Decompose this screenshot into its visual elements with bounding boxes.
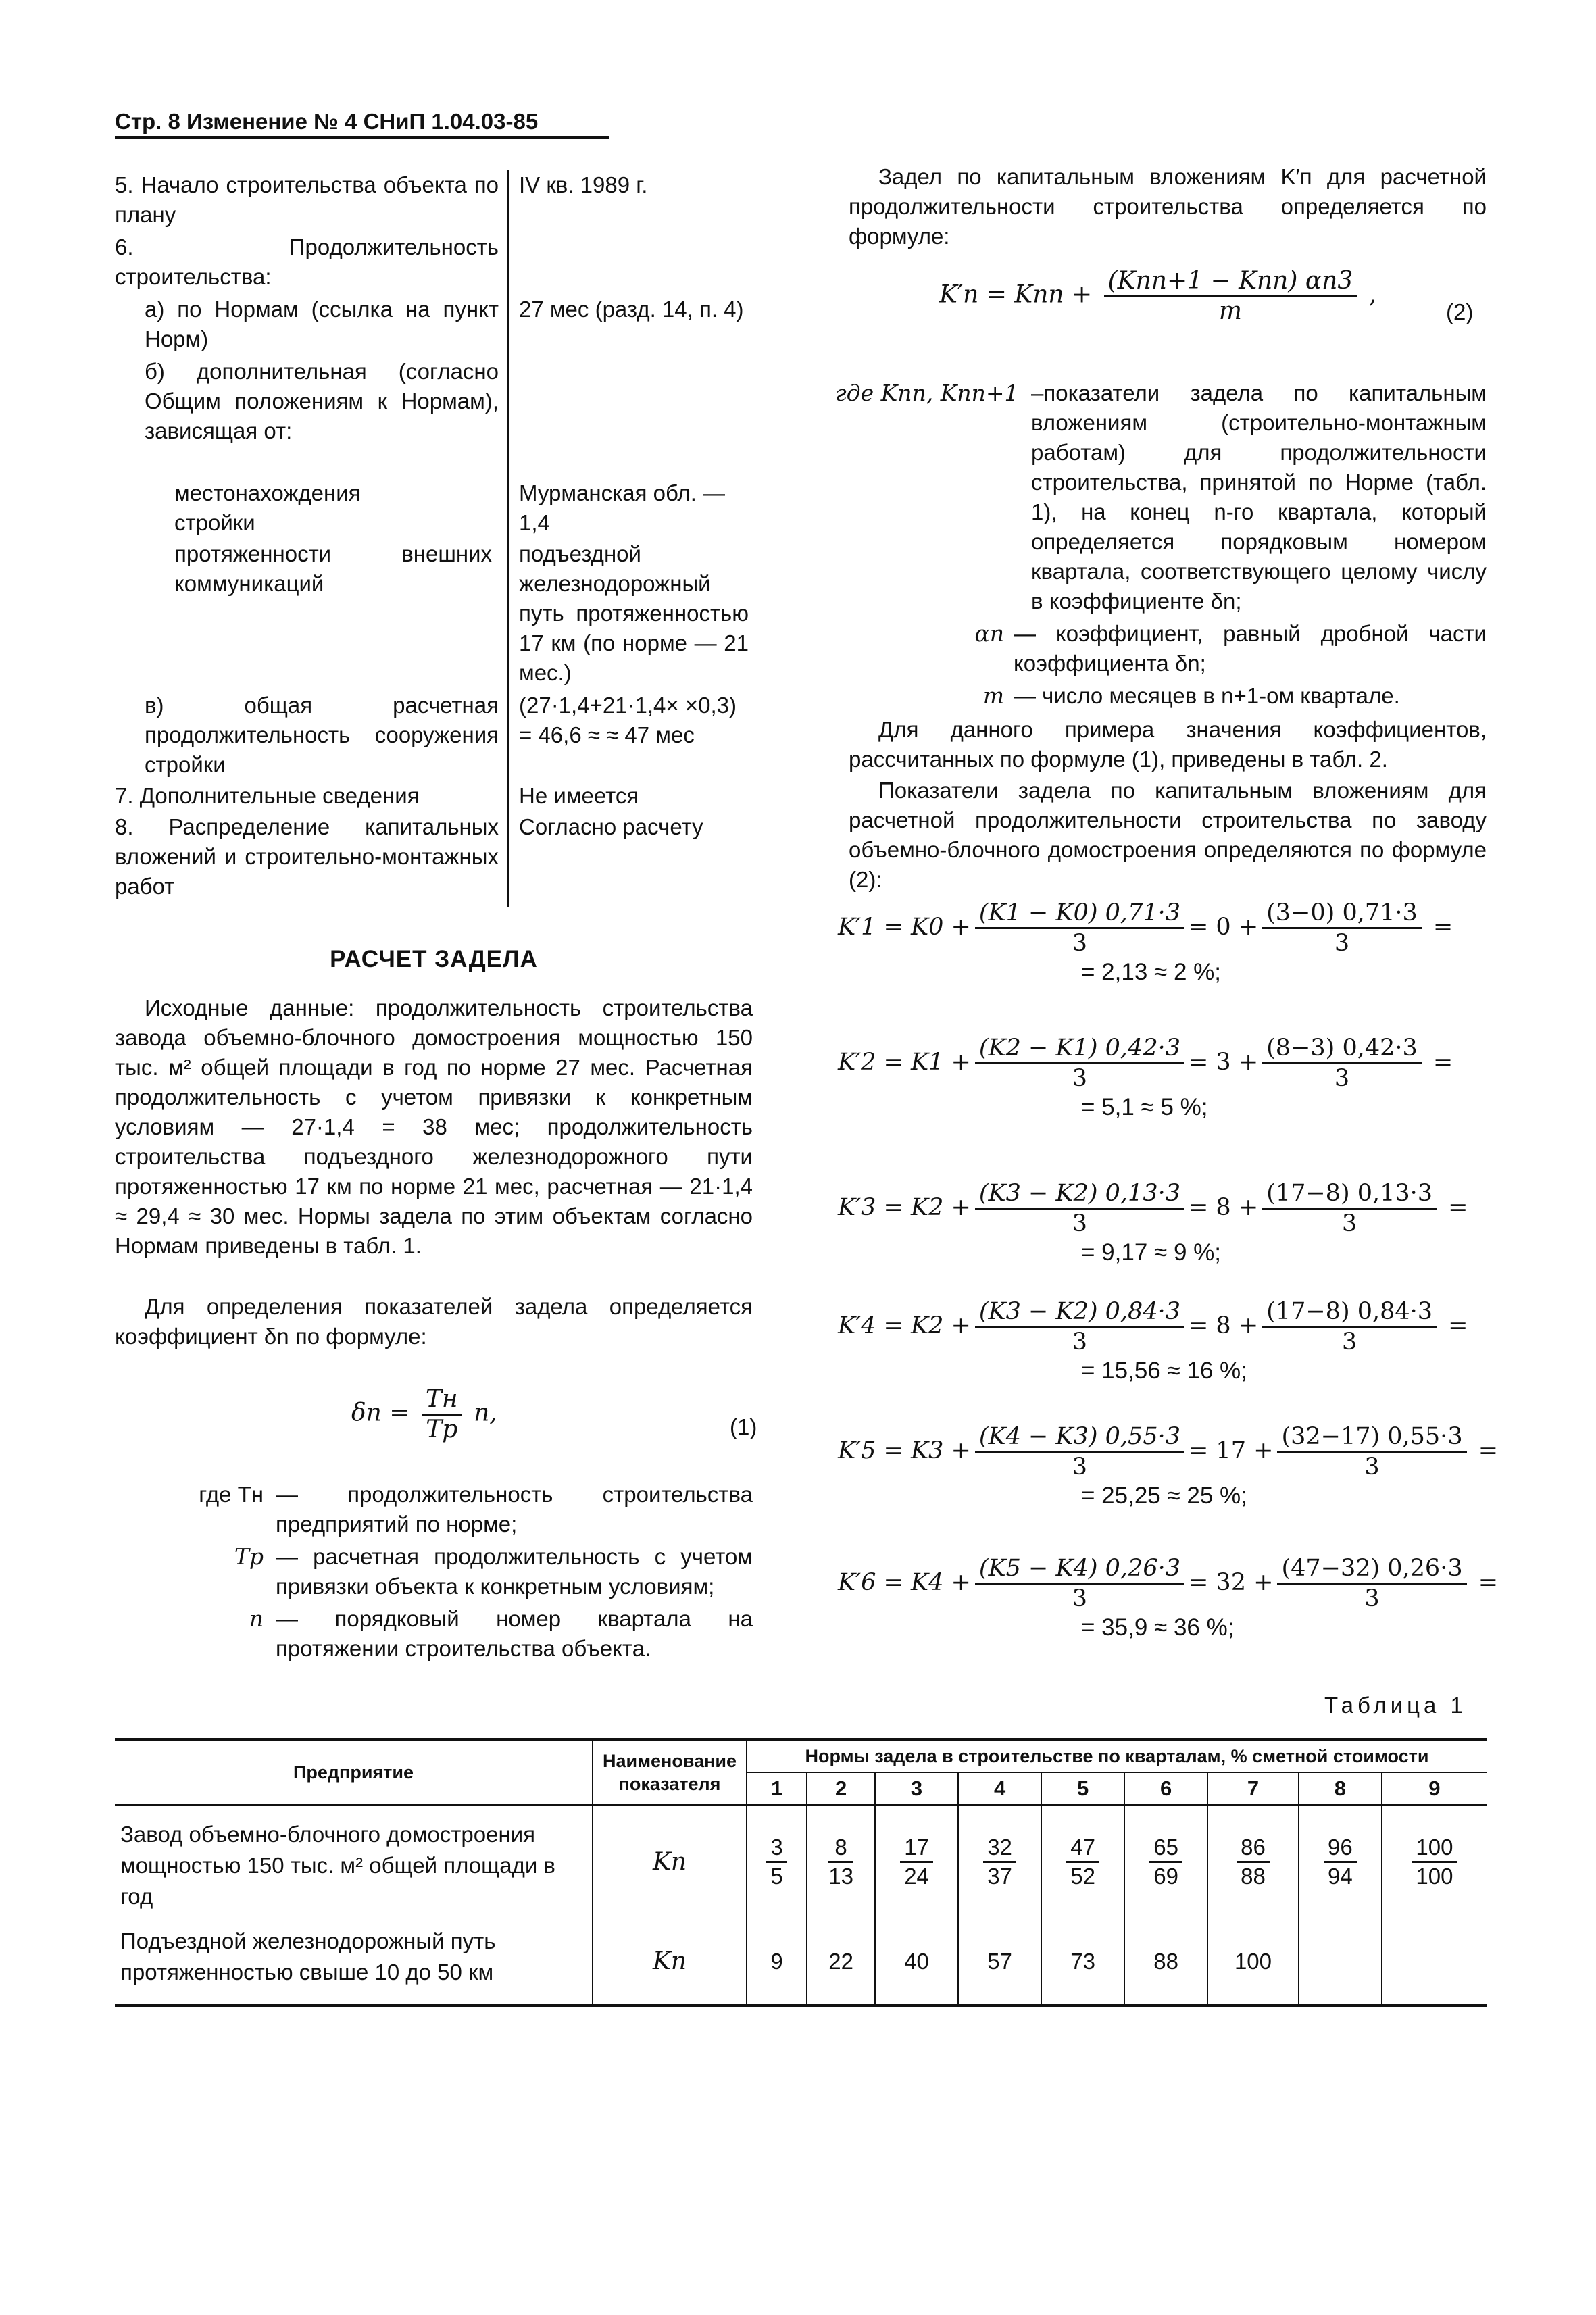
fraction-denominator: 3 bbox=[1364, 1453, 1380, 1480]
column-divider bbox=[507, 170, 509, 907]
info-label: протяженности внешних коммуникаций bbox=[174, 541, 492, 596]
initial-data-paragraph: Исходные данные: продолжительность строительства завода объемно-блочного домостроения мощностью 150 тыс. м² общей площади в год по норме 27 мес. Расчетная продолжительность с учетом привязки к конкретным условиям — 27·1,4 = 38 мес; продолжительность строительства подъездного железнодорожного пути протяженностью 17 км по норме 21 мес, расчетная — 21·1,4 ≈ 29,4 ≈ 30 мес. Нормы задела по этим объектам согласно Нормам приведены в табл. 1. bbox=[115, 995, 753, 1258]
info-label: 6. Продолжительность строительства: bbox=[115, 234, 499, 289]
equation-line bbox=[838, 899, 1487, 957]
calculation-intro-paragraph: Показатели задела по капитальным вложениям для расчетной продолжительности строительства по заводу объемно-блочного домостроения определяются по формуле (2): bbox=[849, 778, 1487, 892]
legend-symbol: где Kпn, Kпn+1 bbox=[835, 380, 1019, 406]
legend-item bbox=[115, 1604, 753, 1664]
quarter-header: 8 bbox=[1299, 1772, 1382, 1805]
legend-symbol: где Tн bbox=[199, 1482, 264, 1507]
norm-numerator: 8 bbox=[828, 1834, 853, 1863]
formula-1-legend bbox=[115, 1480, 753, 1666]
equation-result: = 35,9 ≈ 36 %; bbox=[1081, 1614, 1235, 1641]
info-label: б) дополнительная (согласно Общим положениям к Нормам), зависящая от: bbox=[145, 359, 499, 443]
page-header: Стр. 8 Изменение № 4 СНиП 1.04.03-85 bbox=[115, 109, 539, 134]
equation-result: = 5,1 ≈ 5 %; bbox=[1081, 1094, 1208, 1120]
quarter-header: 7 bbox=[1207, 1772, 1299, 1805]
fraction-numerator: (32−17) 0,55·3 bbox=[1277, 1422, 1466, 1453]
norm-denominator: 52 bbox=[1070, 1863, 1095, 1889]
fraction bbox=[1277, 1554, 1466, 1613]
norm-cell bbox=[875, 1805, 958, 1919]
fraction-numerator: (K3 − K2) 0,84·3 bbox=[975, 1297, 1184, 1328]
norm-fraction bbox=[766, 1834, 787, 1890]
norm-cell bbox=[1041, 1805, 1124, 1919]
norm-fraction bbox=[1412, 1834, 1457, 1890]
table-row bbox=[115, 1805, 1487, 1919]
table-label: Таблица 1 bbox=[1324, 1693, 1467, 1718]
fraction-numerator: (17−8) 0,84·3 bbox=[1262, 1297, 1437, 1328]
equation-k5 bbox=[838, 1422, 1499, 1511]
norm-fraction bbox=[1149, 1834, 1182, 1890]
equals-sign: = bbox=[1441, 1312, 1468, 1339]
info-value: Согласно расчету bbox=[519, 814, 703, 839]
fraction-denominator: 3 bbox=[1072, 1065, 1088, 1092]
info-label: 5. Начало строительства объекта по плану bbox=[115, 172, 499, 227]
equation-line bbox=[838, 1034, 1487, 1093]
norm-denominator: 94 bbox=[1327, 1863, 1353, 1889]
norm-numerator: 96 bbox=[1324, 1834, 1357, 1863]
equals-sign: = bbox=[1425, 1049, 1453, 1076]
norm-cell: 40 bbox=[875, 1919, 958, 2006]
info-label: местонахождения стройки bbox=[174, 480, 361, 535]
quarter-header: 2 bbox=[807, 1772, 875, 1805]
fraction-numerator: (K1 − K0) 0,71·3 bbox=[975, 899, 1184, 929]
norm-denominator: 69 bbox=[1153, 1863, 1178, 1889]
fraction bbox=[422, 1385, 462, 1444]
fraction-numerator: (3−0) 0,71·3 bbox=[1262, 899, 1422, 929]
equation-line bbox=[838, 1297, 1487, 1356]
equation-middle: = 3 + bbox=[1188, 1049, 1259, 1076]
quarter-header: 4 bbox=[958, 1772, 1041, 1805]
formula-2-number: (2) bbox=[1446, 299, 1474, 324]
fraction-numerator: (47−32) 0,26·3 bbox=[1277, 1554, 1466, 1585]
fraction-denominator: 3 bbox=[1072, 1328, 1088, 1355]
norm-cell bbox=[1299, 1805, 1382, 1919]
fraction-denominator: 3 bbox=[1072, 1453, 1088, 1480]
fraction-numerator: (K2 − K1) 0,42·3 bbox=[975, 1034, 1184, 1064]
norm-cell: 88 bbox=[1124, 1919, 1207, 2006]
right-intro-paragraph: Задел по капитальным вложениям K′п для расчетной продолжительности строительства определяется по формуле: bbox=[849, 164, 1487, 249]
norms-table bbox=[115, 1738, 1487, 2007]
quarter-header: 5 bbox=[1041, 1772, 1124, 1805]
header-indicator: Наименование показателя bbox=[593, 1739, 747, 1805]
norm-numerator: 100 bbox=[1412, 1834, 1457, 1863]
norm-cell bbox=[958, 1805, 1041, 1919]
fraction-denominator: 3 bbox=[1364, 1585, 1380, 1612]
norm-fraction bbox=[983, 1834, 1016, 1890]
equation-middle: = 32 + bbox=[1188, 1569, 1274, 1596]
equation-line bbox=[838, 1179, 1487, 1238]
legend-text: –показатели задела по капитальным вложениям (строительно-монтажным работам) для продолжительности строительства, принятой по Норме (табл. 1), на конец n-го квартала, который определяется порядковым номером квартала, соответствующего целому числу в коэффициенте δn; bbox=[1031, 380, 1487, 614]
fraction-denominator: m bbox=[1218, 297, 1242, 325]
fraction bbox=[975, 1034, 1184, 1093]
norm-cell bbox=[1382, 1805, 1487, 1919]
equation-lhs: K′4 = K2 + bbox=[838, 1312, 971, 1339]
fraction bbox=[1262, 899, 1422, 957]
info-value: IV кв. 1989 г. bbox=[519, 172, 648, 197]
norm-denominator: 88 bbox=[1241, 1863, 1266, 1889]
equation-middle: = 8 + bbox=[1188, 1194, 1259, 1221]
fraction-denominator: 3 bbox=[1072, 930, 1088, 957]
fraction bbox=[975, 1297, 1184, 1356]
equation-middle: = 0 + bbox=[1188, 914, 1259, 941]
info-value: Мурманская обл. — 1,4 bbox=[519, 480, 726, 535]
norm-fraction bbox=[1066, 1834, 1099, 1890]
fraction bbox=[975, 1179, 1184, 1238]
norm-fraction bbox=[900, 1834, 933, 1890]
equals-sign: = bbox=[1441, 1194, 1468, 1221]
table2-reference-paragraph: Для данного примера значения коэффициентов, рассчитанных по формуле (1), приведены в табл. 2. bbox=[849, 717, 1487, 772]
table-row bbox=[115, 1919, 1487, 2006]
legend-text: — расчетная продолжительность с учетом привязки объекта к конкретным условиям; bbox=[276, 1544, 753, 1599]
legend-text: — коэффициент, равный дробной части коэффициента δn; bbox=[1014, 621, 1487, 676]
norm-cell bbox=[1124, 1805, 1207, 1919]
header-enterprise: Предприятие bbox=[115, 1739, 593, 1805]
norm-denominator: 13 bbox=[828, 1863, 853, 1889]
info-label: а) по Нормам (ссылка на пункт Норм) bbox=[145, 297, 499, 351]
norm-cell bbox=[1299, 1919, 1382, 2006]
formula-tail: , bbox=[1368, 280, 1377, 309]
fraction bbox=[975, 899, 1184, 957]
norm-numerator: 47 bbox=[1066, 1834, 1099, 1863]
fraction-numerator: (K4 − K3) 0,55·3 bbox=[975, 1422, 1184, 1453]
norm-cell bbox=[807, 1805, 875, 1919]
fraction-denominator: Tр bbox=[426, 1416, 458, 1443]
formula-lhs: δn = bbox=[351, 1399, 410, 1427]
quarter-header: 3 bbox=[875, 1772, 958, 1805]
project-info-list bbox=[115, 170, 753, 907]
norm-denominator: 37 bbox=[987, 1863, 1012, 1889]
equation-lhs: K′5 = K3 + bbox=[838, 1437, 971, 1464]
legend-symbol: m bbox=[982, 682, 1004, 709]
norm-numerator: 65 bbox=[1149, 1834, 1182, 1863]
fraction bbox=[1262, 1297, 1437, 1356]
equation-line bbox=[838, 1422, 1499, 1481]
info-label: 8. Распределение капитальных вложений и строительно-монтажных работ bbox=[115, 814, 499, 899]
fraction-numerator: Tн bbox=[422, 1385, 462, 1416]
formula-lhs: K′п = Kпn + bbox=[939, 280, 1093, 309]
norm-numerator: 17 bbox=[900, 1834, 933, 1863]
norm-numerator: 3 bbox=[766, 1834, 787, 1863]
info-label: в) общая расчетная продолжительность сооружения стройки bbox=[145, 693, 499, 777]
header-rule bbox=[115, 136, 609, 139]
info-value: 27 мес (разд. 14, п. 4) bbox=[519, 297, 744, 322]
formula-1 bbox=[351, 1385, 497, 1444]
norm-fraction bbox=[1237, 1834, 1270, 1890]
legend-text: — порядковый номер квартала на протяжении строительства объекта. bbox=[276, 1606, 753, 1661]
fraction-denominator: 3 bbox=[1341, 1328, 1357, 1355]
equation-k3 bbox=[838, 1179, 1487, 1268]
table-header-row bbox=[115, 1739, 1487, 1772]
norm-denominator: 24 bbox=[904, 1863, 929, 1889]
legend-text: — продолжительность строительства предприятий по норме; bbox=[276, 1482, 753, 1537]
equation-lhs: K′6 = K4 + bbox=[838, 1569, 971, 1596]
coefficient-paragraph: Для определения показателей задела определяется коэффициент δn по формуле: bbox=[115, 1294, 753, 1349]
equation-k6 bbox=[838, 1554, 1499, 1643]
legend-item bbox=[835, 681, 1487, 711]
header-norms: Нормы задела в строительстве по кварталам, % сметной стоимости bbox=[747, 1739, 1487, 1772]
equation-k1 bbox=[838, 899, 1487, 987]
equation-lhs: K′2 = K1 + bbox=[838, 1049, 971, 1076]
info-value: (27·1,4+21·1,4× ×0,3) = 46,6 ≈ ≈ 47 мес bbox=[519, 693, 737, 747]
equation-lhs: K′1 = K0 + bbox=[838, 914, 971, 941]
formula-2-legend bbox=[835, 378, 1487, 714]
norm-numerator: 86 bbox=[1237, 1834, 1270, 1863]
legend-symbol: Tр bbox=[234, 1543, 264, 1570]
equals-sign: = bbox=[1470, 1569, 1499, 1596]
equals-sign: = bbox=[1425, 914, 1453, 941]
norm-denominator: 5 bbox=[770, 1863, 783, 1889]
quarter-header: 9 bbox=[1382, 1772, 1487, 1805]
fraction bbox=[1277, 1422, 1466, 1481]
equation-result: = 25,25 ≈ 25 %; bbox=[1081, 1483, 1247, 1509]
fraction-denominator: 3 bbox=[1072, 1585, 1088, 1612]
fraction-numerator: (Kпn+1 − Kпn) αn3 bbox=[1104, 267, 1357, 297]
fraction-numerator: (K3 − K2) 0,13·3 bbox=[975, 1179, 1184, 1210]
indicator-symbol: Kп bbox=[593, 1805, 747, 1919]
norm-cell bbox=[747, 1805, 807, 1919]
info-value: подъездной железнодорожный путь протяженностью 17 км (по норме — 21 мес.) bbox=[519, 541, 749, 685]
fraction bbox=[1262, 1034, 1422, 1093]
fraction-numerator: (17−8) 0,13·3 bbox=[1262, 1179, 1437, 1210]
norm-cell: 22 bbox=[807, 1919, 875, 2006]
equation-k4 bbox=[838, 1297, 1487, 1386]
formula-1-number: (1) bbox=[730, 1414, 757, 1439]
fraction-denominator: 3 bbox=[1334, 1065, 1350, 1092]
norm-cell: 100 bbox=[1207, 1919, 1299, 2006]
equation-result: = 15,56 ≈ 16 %; bbox=[1081, 1358, 1247, 1384]
fraction bbox=[975, 1554, 1184, 1613]
fraction-numerator: (8−3) 0,42·3 bbox=[1262, 1034, 1422, 1064]
norm-cell bbox=[1207, 1805, 1299, 1919]
legend-symbol: αn bbox=[974, 620, 1004, 647]
norm-cell: 73 bbox=[1041, 1919, 1124, 2006]
norm-cell: 57 bbox=[958, 1919, 1041, 2006]
enterprise-name: Подъездной железнодорожный путь протяженностью свыше 10 до 50 км bbox=[115, 1919, 593, 2006]
fraction-numerator: (K5 − K4) 0,26·3 bbox=[975, 1554, 1184, 1585]
enterprise-name: Завод объемно-блочного домостроения мощностью 150 тыс. м² общей площади в год bbox=[115, 1805, 593, 1919]
equation-line bbox=[838, 1554, 1499, 1613]
norm-numerator: 32 bbox=[983, 1834, 1016, 1863]
equation-result: = 9,17 ≈ 9 %; bbox=[1081, 1239, 1221, 1266]
norm-denominator: 100 bbox=[1416, 1863, 1453, 1889]
norm-fraction bbox=[828, 1834, 853, 1890]
legend-item bbox=[115, 1480, 753, 1539]
fraction bbox=[975, 1422, 1184, 1481]
legend-item bbox=[115, 1542, 753, 1601]
norm-cell: 9 bbox=[747, 1919, 807, 2006]
indicator-symbol: Kп bbox=[593, 1919, 747, 2006]
section-title: РАСЧЕТ ЗАДЕЛА bbox=[330, 946, 538, 972]
info-label: 7. Дополнительные сведения bbox=[115, 783, 420, 808]
quarter-header: 1 bbox=[747, 1772, 807, 1805]
norm-cell bbox=[1382, 1919, 1487, 2006]
fraction-denominator: 3 bbox=[1072, 1210, 1088, 1237]
norm-fraction bbox=[1324, 1834, 1357, 1890]
fraction-denominator: 3 bbox=[1334, 930, 1350, 957]
equation-middle: = 8 + bbox=[1188, 1312, 1259, 1339]
fraction bbox=[1262, 1179, 1437, 1238]
legend-text: — число месяцев в n+1-ом квартале. bbox=[1014, 683, 1400, 708]
info-value: Не имеется bbox=[519, 783, 639, 808]
legend-item bbox=[835, 619, 1487, 678]
equation-lhs: K′3 = K2 + bbox=[838, 1194, 971, 1221]
legend-item bbox=[835, 378, 1487, 616]
formula-2 bbox=[939, 267, 1376, 326]
fraction-denominator: 3 bbox=[1341, 1210, 1357, 1237]
legend-symbol: n bbox=[249, 1605, 264, 1632]
equation-k2 bbox=[838, 1034, 1487, 1122]
quarter-header: 6 bbox=[1124, 1772, 1207, 1805]
equation-result: = 2,13 ≈ 2 %; bbox=[1081, 959, 1221, 985]
equation-middle: = 17 + bbox=[1188, 1437, 1274, 1464]
equals-sign: = bbox=[1470, 1437, 1499, 1464]
formula-tail: n, bbox=[474, 1399, 497, 1427]
fraction bbox=[1104, 267, 1357, 326]
